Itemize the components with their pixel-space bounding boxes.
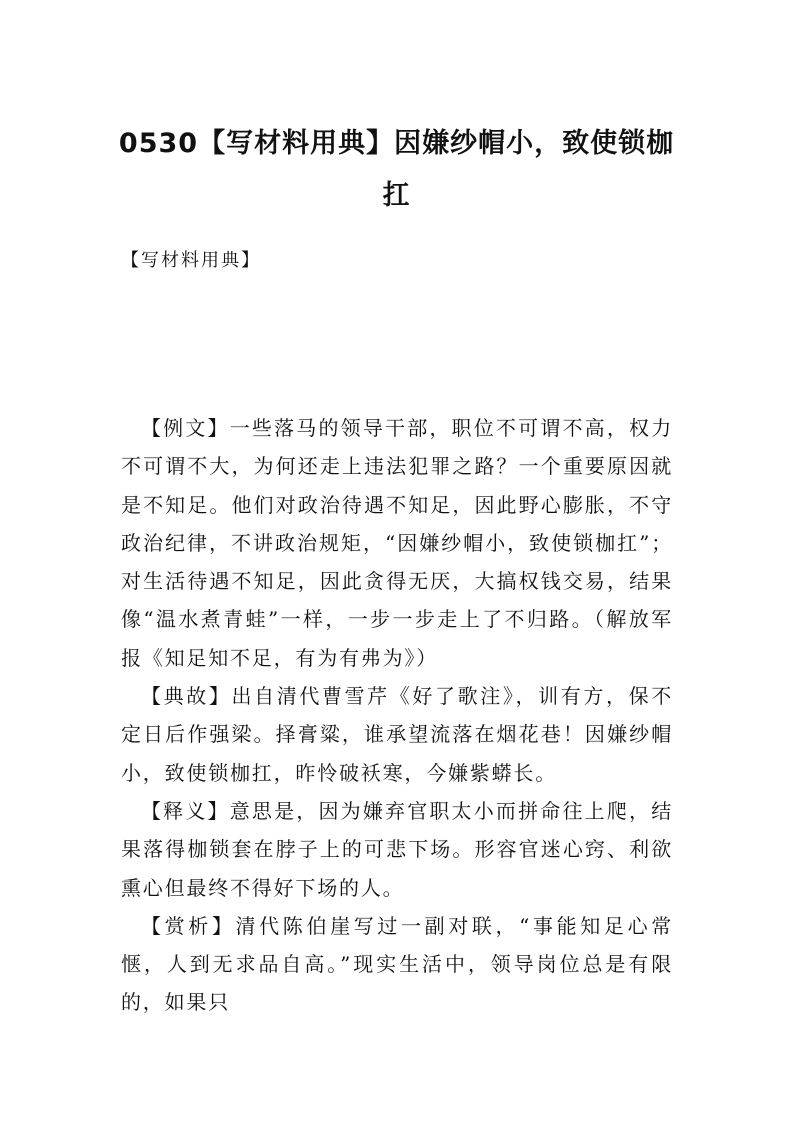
document-title: 0530【写材料用典】因嫌纱帽小，致使锁枷扛 (118, 128, 675, 211)
paragraph-appreciation: 【赏析】清代陈伯崖写过一副对联，“事能知足心常惬，人到无求品自高。”现实生活中，领导岗位总是有限的，如果只 (121, 913, 673, 1015)
paragraph-example: 【例文】一些落马的领导干部，职位不可谓不高，权力不可谓不大，为何还走上违法犯罪之路？一个重要原因就是不知足。他们对政治待遇不知足，因此野心膨胀，不守政治纪律，不讲政治规矩，“因嫌纱帽小，致使锁枷扛”；对生活待遇不知足，因此贪得无厌，大搞权钱交易，结果像“温水煮青蛙”一样，一步一步走上了不归路。（解放军报《知足知不足，有为有弗为》） (121, 416, 673, 670)
paragraph-meaning: 【释义】意思是，因为嫌弃官职太小而拼命往上爬，结果落得枷锁套在脖子上的可悲下场。形容官迷心窍、利欲熏心但最终不得好下场的人。 (121, 798, 673, 900)
category-tag: 【写材料用典】 (121, 250, 261, 271)
document-body (121, 409, 673, 1022)
paragraph-allusion: 【典故】出自清代曹雪芹《好了歌注》，训有方，保不定日后作强梁。择膏粱，谁承望流落在烟花巷！因嫌纱帽小，致使锁枷扛，昨怜破袄寒，今嫌紫蟒长。 (121, 684, 673, 785)
